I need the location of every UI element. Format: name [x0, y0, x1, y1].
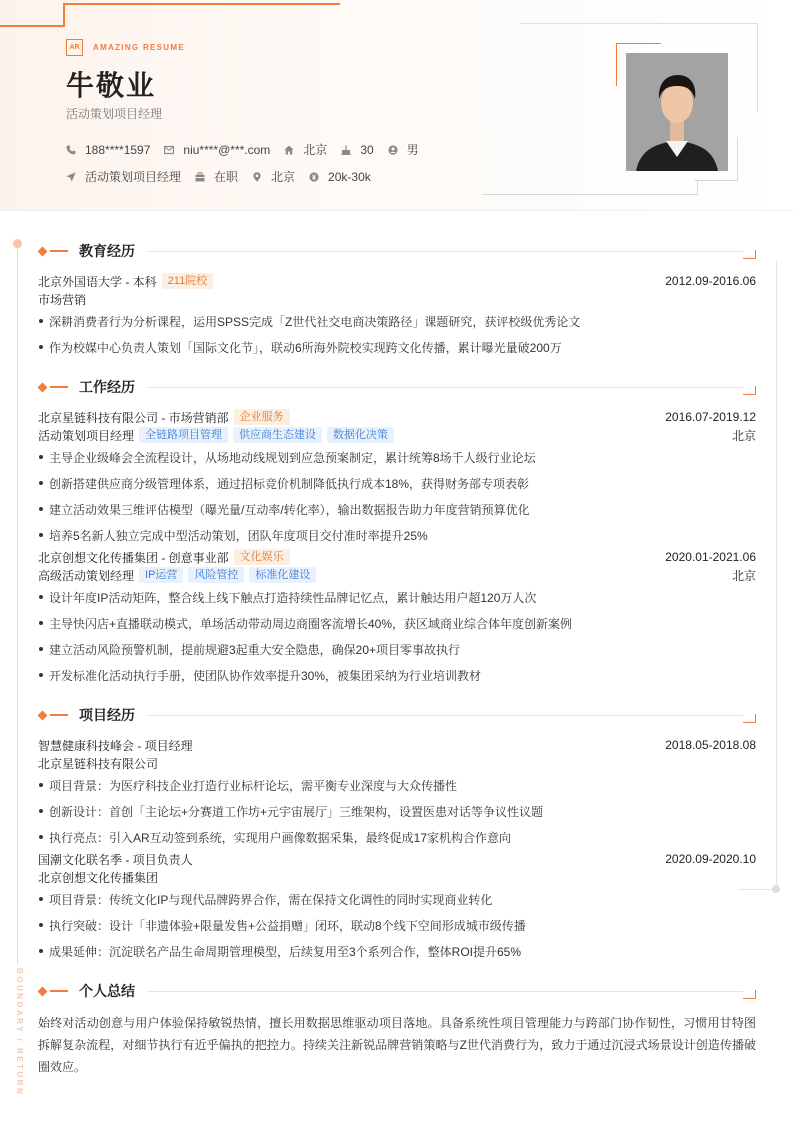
avatar [626, 53, 728, 171]
list-item [38, 522, 756, 548]
brand-text: AMAZING RESUME [93, 43, 185, 52]
list-item [38, 496, 756, 522]
coin-icon [309, 172, 319, 182]
work-entry [38, 548, 756, 688]
cake-icon [341, 145, 351, 155]
salary-value: 20k-30k [328, 169, 371, 184]
diamond-icon [38, 246, 48, 256]
bullet-dot [39, 455, 43, 459]
bullet-dot [39, 319, 43, 323]
bullet-text: 项目背景：为医疗科技企业打造行业标杆论坛，需平衡专业深度与大众传播性 [49, 778, 458, 793]
bullet-dot [39, 595, 43, 599]
bullet-text: 开发标准化活动执行手册，使团队协作效率提升30%，被集团采纳为行业培训教材 [49, 668, 482, 683]
entry-subline-left [38, 427, 732, 444]
entry-head-left [38, 273, 665, 290]
city-value: 北京 [303, 143, 328, 157]
list-item [38, 798, 756, 824]
resume-header [0, 0, 794, 211]
project-org: 北京星链科技有限公司 [38, 756, 159, 771]
frame-decoration [694, 180, 738, 181]
list-item [38, 912, 756, 938]
project-entry [38, 736, 756, 850]
left-timeline-line [17, 244, 18, 964]
school-tag: 211院校 [162, 273, 214, 289]
frame-decoration [757, 23, 758, 113]
section-rule [147, 251, 743, 252]
section-title-work [38, 379, 756, 395]
frame-decoration [482, 194, 698, 195]
city-info [284, 141, 327, 158]
section-rule [147, 991, 743, 992]
section-label: 个人总结 [79, 983, 135, 999]
major: 市场营销 [38, 292, 87, 307]
entry-date: 2012.09-2016.06 [665, 274, 756, 288]
corner-decoration [63, 3, 65, 27]
briefcase-icon [195, 172, 205, 182]
list-item [38, 772, 756, 798]
bullet-text: 建立活动效果三维评估模型（曝光量/互动率/转化率），输出数据报告助力年度营销预算优化 [49, 502, 530, 517]
status-value: 在职 [214, 170, 239, 184]
section-title-education [38, 243, 756, 259]
salary-info [309, 170, 371, 184]
home-icon [284, 145, 294, 155]
email-info [164, 143, 270, 157]
education-entry [38, 272, 756, 360]
send-icon [66, 172, 76, 182]
bullet-text: 培养5名新人独立完成中型活动策划，团队年度项目交付准时率提升25% [49, 528, 428, 543]
entry-subline [38, 426, 756, 444]
project-entry [38, 850, 756, 964]
target-city-info [252, 168, 295, 185]
age-value: 30 [360, 142, 374, 157]
section-label: 工作经历 [79, 379, 135, 395]
entry-subline-left [38, 567, 732, 584]
bullet-text: 作为校媒中心负责人策划「国际文化节」，联动6所海外院校实现跨文化传播，累计曝光量破200万 [49, 340, 562, 355]
corner-decoration [63, 3, 340, 5]
section-rule [147, 387, 743, 388]
target-city-value: 北京 [271, 170, 296, 184]
corner-bracket-icon [743, 990, 756, 999]
company-name: 北京创想文化传播集团 - 创意事业部 [38, 550, 229, 565]
bullet-dot [39, 533, 43, 537]
frame-decoration [697, 180, 698, 195]
list-item [38, 662, 756, 688]
location-pin-icon [252, 172, 262, 182]
section-rule [147, 715, 743, 716]
skill-tag: 标准化建设 [249, 567, 316, 583]
user-icon [388, 145, 398, 155]
phone-info [66, 143, 150, 157]
skill-tag: 全链路项目管理 [139, 427, 228, 443]
project-name: 智慧健康科技峰会 - 项目经理 [38, 738, 193, 753]
project-name: 国潮文化联名季 - 项目负责人 [38, 852, 193, 867]
entry-date: 2016.07-2019.12 [665, 410, 756, 424]
profile-photo [626, 53, 728, 171]
entry-city: 北京 [731, 428, 756, 443]
bullet-dot [39, 481, 43, 485]
skill-tag: 供应商生态建设 [233, 427, 322, 443]
bullet-text: 深耕消费者行为分析课程，运用SPSS完成「Z世代社交电商决策路径」课题研究，获评校级优秀论文 [49, 314, 581, 329]
entry-city: 北京 [731, 568, 756, 583]
list-item [38, 334, 756, 360]
mail-icon [164, 145, 174, 155]
target-job-info [66, 168, 181, 185]
section-title-projects [38, 707, 756, 723]
bullet-dot [39, 507, 43, 511]
list-item [38, 824, 756, 850]
section-label: 教育经历 [79, 243, 135, 259]
corner-bracket-icon [743, 386, 756, 395]
candidate-job-title: 活动策划项目经理 [66, 107, 163, 121]
title-dash [50, 386, 68, 388]
entry-head-left [38, 549, 665, 566]
industry-tag: 企业服务 [234, 409, 290, 425]
list-item [38, 938, 756, 964]
candidate-name: 牛敬业 [66, 70, 157, 101]
entry-head-left [38, 409, 665, 426]
entry-subline [38, 868, 756, 886]
bullet-text: 创新设计：首创「主论坛+分赛道工作坊+元宇宙展厅」三维架构，设置医患对话等争议性议题 [49, 804, 544, 819]
bullet-text: 主导快闪店+直播联动模式，单场活动带动周边商圈客流增长40%，获区域商业综合体年度创新案例 [49, 616, 573, 631]
bullet-dot [39, 783, 43, 787]
list-item [38, 886, 756, 912]
entry-head [38, 548, 756, 566]
list-item [38, 636, 756, 662]
bullet-dot [39, 949, 43, 953]
brand-mark: AR [66, 39, 83, 56]
status-info [195, 168, 238, 185]
entry-date: 2018.05-2018.08 [665, 738, 756, 752]
brand [66, 39, 185, 56]
bullet-text: 成果延伸：沉淀联名产品生命周期管理模型，后续复用至3个系列合作，整体ROI提升65% [49, 944, 522, 959]
entry-subline [38, 290, 756, 308]
entry-head-left [38, 737, 665, 754]
section-label: 项目经历 [79, 707, 135, 723]
bullet-dot [39, 621, 43, 625]
school-name: 北京外国语大学 - 本科 [38, 274, 157, 289]
list-item [38, 308, 756, 334]
left-timeline-dot [13, 239, 22, 248]
bullet-dot [39, 835, 43, 839]
bullet-dot [39, 647, 43, 651]
entry-head [38, 272, 756, 290]
title-dash [50, 990, 68, 992]
entry-subline [38, 754, 756, 772]
skill-tag: 风险管控 [188, 567, 244, 583]
right-border-dot [772, 885, 780, 893]
gender-info [388, 141, 419, 158]
project-org: 北京创想文化传播集团 [38, 870, 159, 885]
entry-subline [38, 566, 756, 584]
skill-tag: IP运营 [139, 567, 183, 583]
bullet-dot [39, 345, 43, 349]
diamond-icon [38, 986, 48, 996]
role-name: 高级活动策划经理 [38, 568, 135, 583]
bullet-text: 项目背景：传统文化IP与现代品牌跨界合作，需在保持文化调性的同时实现商业转化 [49, 892, 493, 907]
diamond-icon [38, 710, 48, 720]
list-item [38, 610, 756, 636]
title-dash [50, 714, 68, 716]
section-title-summary [38, 983, 756, 999]
bullet-dot [39, 897, 43, 901]
right-border-line [776, 260, 777, 890]
bullet-dot [39, 673, 43, 677]
entry-head [38, 408, 756, 426]
bullet-dot [39, 923, 43, 927]
entry-date: 2020.01-2021.06 [665, 550, 756, 564]
entry-head [38, 850, 756, 868]
age-info [341, 143, 373, 157]
diamond-icon [38, 382, 48, 392]
corner-decoration [0, 25, 65, 27]
corner-bracket-icon [743, 714, 756, 723]
summary-text: 始终对活动创意与用户体验保持敏锐热情，擅长用数据思维驱动项目落地。具备系统性项目管理能力与跨部门协作韧性，习惯用甘特图拆解复杂流程，对细节执行有近乎偏执的把控力。持续关注新锐品牌营销策略与Z世代消费行为，致力于通过沉浸式场景设计创造传播破圈效应。 [38, 1016, 756, 1074]
job-intent-row [66, 168, 385, 185]
list-item [38, 584, 756, 610]
phone-value: 188****1597 [85, 142, 151, 157]
bullet-text: 创新搭建供应商分级管理体系，通过招标竞价机制降低执行成本18%，获得财务部专项表彰 [49, 476, 530, 491]
list-item [38, 444, 756, 470]
entry-head [38, 736, 756, 754]
phone-icon [66, 145, 76, 155]
gender-value: 男 [406, 143, 419, 157]
vertical-watermark-text: BOUNDARY / RETURN [15, 968, 24, 1097]
list-item [38, 470, 756, 496]
industry-tag: 文化娱乐 [234, 549, 290, 565]
bullet-dot [39, 809, 43, 813]
bullet-text: 主导企业级峰会全流程设计，从场地动线规划到应急预案制定，累计统筹8场千人级行业论坛 [49, 450, 536, 465]
title-dash [50, 250, 68, 252]
work-entry [38, 408, 756, 548]
entry-head-left [38, 851, 665, 868]
bullet-text: 执行突破：设计「非遗体验+限量发售+公益捐赠」闭环，联动8个线下空间形成城市级传播 [49, 918, 526, 933]
role-name: 活动策划项目经理 [38, 428, 135, 443]
email-value: niu****@***.com [183, 142, 271, 157]
skill-tag: 数据化决策 [327, 427, 394, 443]
bullet-text: 设计年度IP活动矩阵，整合线上线下触点打造持续性品牌记忆点，累计触达用户超120万人次 [49, 590, 537, 605]
frame-decoration [520, 23, 758, 24]
company-name: 北京星链科技有限公司 - 市场营销部 [38, 410, 229, 425]
bullet-text: 建立活动风险预警机制，提前规避3起重大安全隐患，确保20+项目零事故执行 [49, 642, 461, 657]
frame-decoration [737, 137, 738, 181]
target-job-value: 活动策划项目经理 [85, 170, 182, 184]
basic-info-row [66, 141, 433, 158]
entry-date: 2020.09-2020.10 [665, 852, 756, 866]
bullet-text: 执行亮点：引入AR互动签到系统，实现用户画像数据采集，最终促成17家机构合作意向 [49, 830, 512, 845]
corner-bracket-icon [743, 250, 756, 259]
